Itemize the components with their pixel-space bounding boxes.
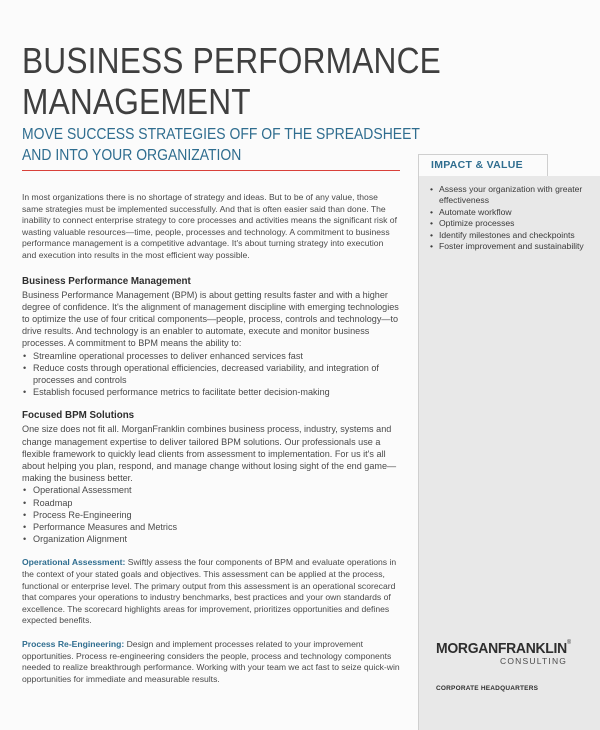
list-item: • Automate workflow xyxy=(430,207,600,218)
list-item: • Operational Assessment xyxy=(22,484,400,496)
list-item: • Roadmap xyxy=(22,497,400,509)
bpm-paragraph: Business Performance Management (BPM) is about getting results faster and with a higher degree of confidence. It's the alignment of management discipline with emerging technologies to optimize the use of four critical components—people, process, controls and technology—to drive results. And technology is an enabler to automate, execute and monitor business processes. A commitment to BPM means the ability to: xyxy=(22,289,399,349)
page-title xyxy=(22,40,441,122)
list-item: • Process Re-Engineering xyxy=(22,509,400,521)
list-item: • Foster improvement and sustainability xyxy=(430,241,600,252)
corporate-headquarters-label: CORPORATE HEADQUARTERS xyxy=(436,685,539,692)
list-item: • Establish focused performance metrics to facilitate better decision-making xyxy=(22,386,400,398)
morganfranklin-logo xyxy=(436,640,586,666)
impact-value-tab xyxy=(418,154,548,176)
logo-name: MORGANFRANKLIN xyxy=(436,640,567,657)
list-item: • Assess your organization with greater effectiveness xyxy=(430,184,600,207)
focused-heading: Focused BPM Solutions xyxy=(22,410,135,422)
operational-assessment-lead: Operational Assessment: xyxy=(22,557,126,568)
impact-value-label: IMPACT & VALUE xyxy=(431,159,523,171)
main-column xyxy=(22,192,400,697)
registered-mark: ® xyxy=(566,640,571,646)
list-item: • Performance Measures and Metrics xyxy=(22,521,400,533)
title-divider xyxy=(22,170,400,171)
title-line-1: BUSINESS PERFORMANCE xyxy=(22,40,441,81)
bpm-bullet-list xyxy=(22,350,400,399)
list-item: • Streamline operational processes to deliver enhanced services fast xyxy=(22,350,400,362)
focused-bullet-list xyxy=(22,484,400,545)
list-item: • Optimize processes xyxy=(430,218,600,229)
title-line-2: MANAGEMENT xyxy=(22,81,251,122)
process-reengineering-lead: Process Re-Engineering: xyxy=(22,638,125,649)
sidebar-tab-bar xyxy=(418,154,600,176)
subtitle-line-2: AND INTO YOUR ORGANIZATION xyxy=(22,147,242,164)
process-reengineering-text: Design and implement processes related to your improvement opportunities. Process re-engineering considers the people, process and technology components needed to realize breakthrough performance. Working with your team we act fast to seize quick-win opportunities for immediate and measurable results. xyxy=(22,638,400,684)
operational-assessment-paragraph xyxy=(22,557,400,627)
page-subtitle xyxy=(22,124,420,166)
operational-assessment-text: Swiftly assess the four components of BPM and evaluate operations in the context of your stated goals and objectives. This assessment can be applied at the process, functional or enterprise level. The primary output from this assessment is an operational scorecard that compares your operations to industry benchmarks, best practices and your own standards of excellence. The scorecard highlights areas for improvement, prioritizes opportunities and defines expected benefits. xyxy=(22,557,397,626)
intro-paragraph: In most organizations there is no shortage of strategy and ideas. But to be of any value, those same strategies must be implemented successfully. And that is often easier said than done. The inability to connect enterprise strategy to core processes and activities means the significant risk of wasting valuable resources—time, people, processes and technology. A commitment to business performance management is a competitive advantage. It's about turning strategy into execution and execution into results in the most efficient way possible. xyxy=(22,192,397,260)
subtitle-line-1: MOVE SUCCESS STRATEGIES OFF OF THE SPREADSHEET xyxy=(22,126,420,143)
process-reengineering-paragraph xyxy=(22,639,400,685)
impact-value-list xyxy=(430,184,600,252)
bpm-heading: Business Performance Management xyxy=(22,275,191,287)
list-item: • Identify milestones and checkpoints xyxy=(430,230,600,241)
list-item: • Organization Alignment xyxy=(22,533,400,545)
focused-paragraph: One size does not fit all. MorganFranklin combines business process, industry, systems and change management expertise to deliver tailored BPM solutions. Our professionals use a flexible framework to quickly lead clients from assessment to implementation. For us it's all about helping you plan, respond, and manage change without losing sight of the end game—making the business better. xyxy=(22,424,397,484)
logo-wordmark xyxy=(436,640,576,657)
list-item: • Reduce costs through operational efficiencies, decreased variability, and integration of processes and controls xyxy=(22,362,400,386)
logo-tagline: CONSULTING xyxy=(500,656,568,666)
